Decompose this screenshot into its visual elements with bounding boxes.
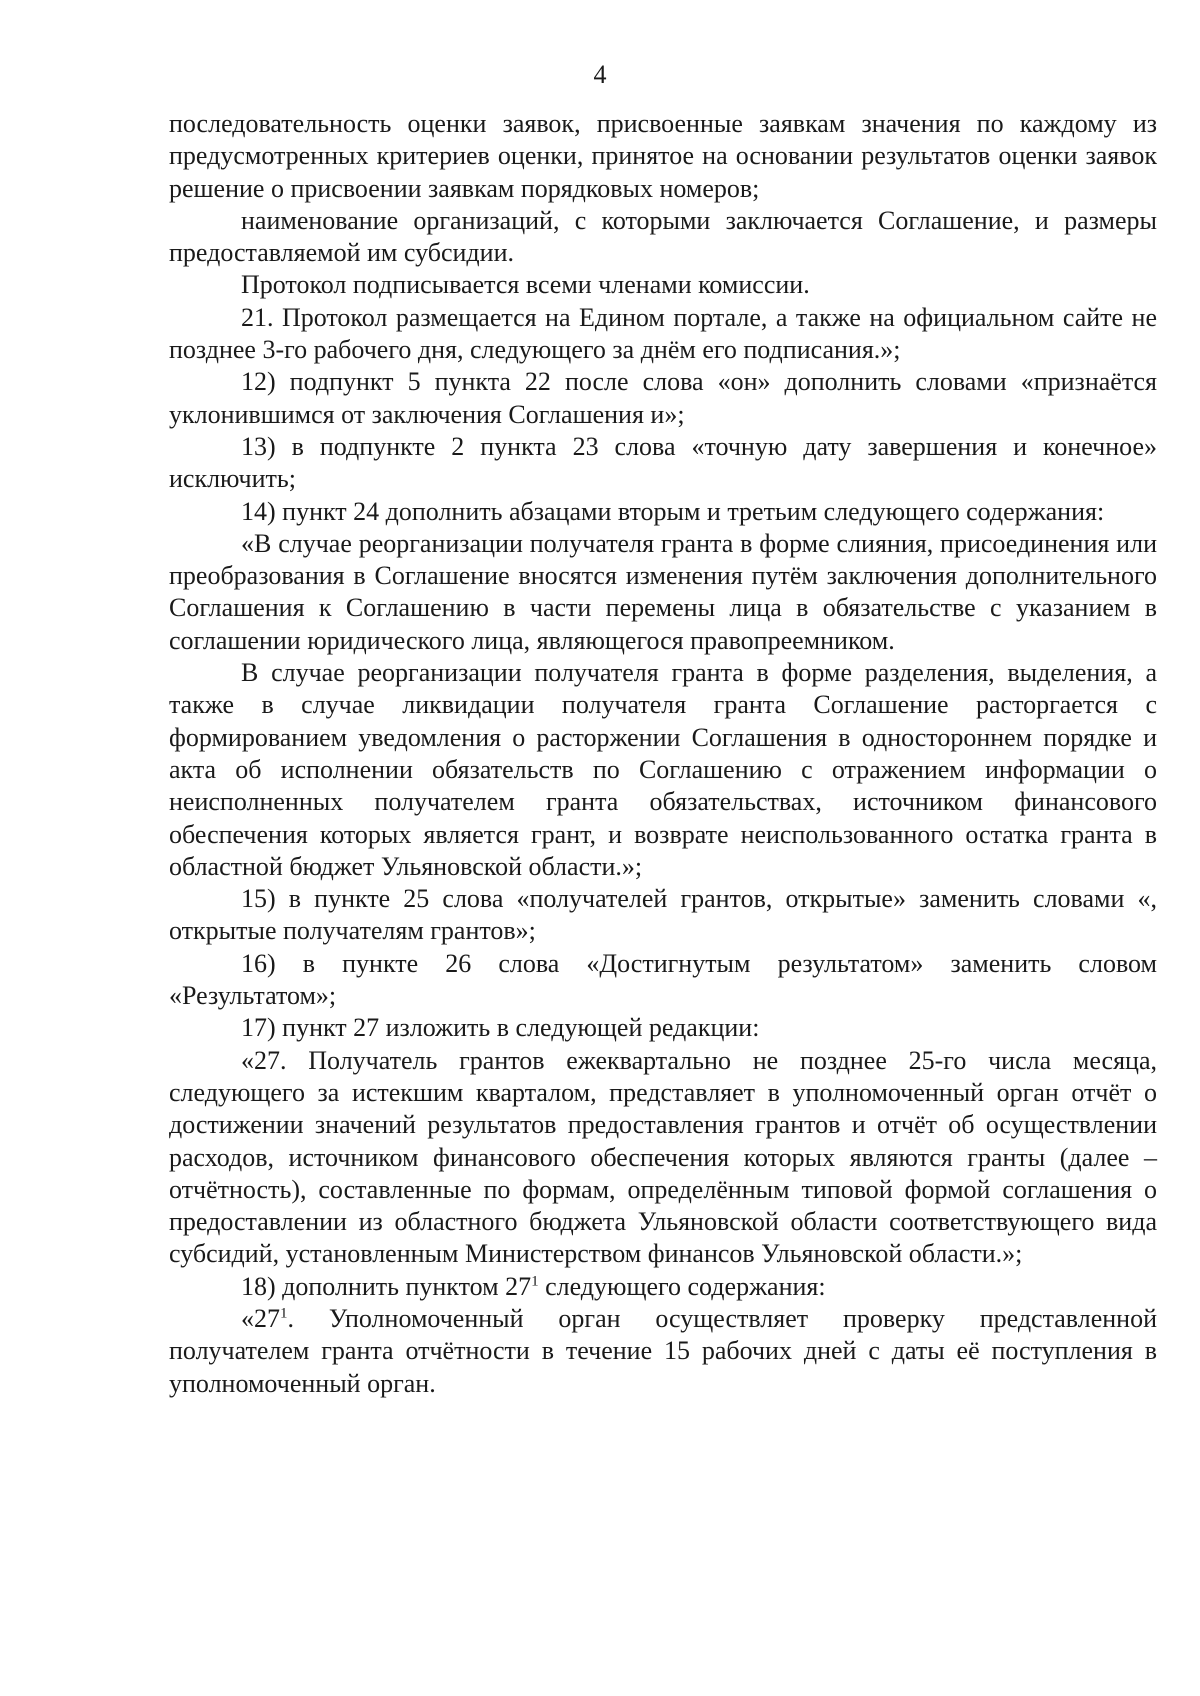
- superscript: 1: [280, 1305, 288, 1322]
- text-run: следующего содержания:: [538, 1271, 826, 1301]
- paragraph-item-17: 17) пункт 27 изложить в следующей редакции:: [241, 1013, 760, 1043]
- paragraph: Протокол подписывается всеми членами комиссии.: [241, 270, 810, 300]
- paragraph-quote-27: «27. Получатель грантов ежеквартально не позднее 25-го числа месяца, следующего за истекшим кварталом, представляет в уполномоченный орган отчёт о достижении значений результатов предоставления грантов и отчёт об осуществлении расходов, источником финансового обеспечения которых являются гранты (далее – отчётность), составленные по формам, определённым типовой формой соглашения о предоставлении из областного бюджета Ульяновской области соответствующего вида субсидий, установленным Министерством финансов Ульяновской области.»;: [169, 1045, 1157, 1269]
- paragraph-item-13: 13) в подпункте 2 пункта 23 слова «точную дату завершения и конечное» исключить;: [169, 431, 1157, 494]
- document-body: [169, 108, 1157, 1400]
- superscript: 1: [531, 1273, 539, 1290]
- text-run: . Уполномоченный орган осуществляет проверку представленной получателем гранта отчётности в течение 15 рабочих дней с даты её поступления в уполномоченный орган.: [169, 1303, 1157, 1398]
- paragraph-quote-27-1: [169, 1303, 1157, 1400]
- paragraph-item-16: 16) в пункте 26 слова «Достигнутым результатом» заменить словом «Результатом»;: [169, 948, 1157, 1011]
- paragraph-item-14: 14) пункт 24 дополнить абзацами вторым и третьим следующего содержания:: [241, 496, 1105, 526]
- paragraph-continuation: последовательность оценки заявок, присвоенные заявкам значения по каждому из предусмотренных критериев оценки, принятое на основании результатов оценки заявок решение о присвоении заявкам порядковых номеров;: [169, 109, 1157, 203]
- paragraph: наименование организаций, с которыми заключается Соглашение, и размеры предоставляемой им субсидии.: [169, 205, 1157, 268]
- page-number: 4: [593, 60, 607, 89]
- paragraph-item-21: 21. Протокол размещается на Едином портале, а также на официальном сайте не позднее 3-го рабочего дня, следующего за днём его подписания.»;: [169, 302, 1157, 365]
- paragraph-item-12: 12) подпункт 5 пункта 22 после слова «он» дополнить словами «признаётся уклонившимся от заключения Соглашения и»;: [169, 367, 1157, 429]
- paragraph-quote: В случае реорганизации получателя гранта в форме разделения, выделения, а также в случае ликвидации получателя гранта Соглашение расторгается с формированием уведомления о расторжении Соглашения в одностороннем порядке и акта об исполнении обязательств по Соглашению с отражением информации о неисполненных получателем гранта обязательствах, источником финансового обеспечения которых является грант, и возврате неиспользованного остатка гранта в областной бюджет Ульяновской области.»;: [169, 658, 1157, 881]
- text-run: 18) дополнить пунктом 27: [241, 1271, 532, 1301]
- paragraph-item-18: [169, 1271, 1157, 1303]
- paragraph-item-15: 15) в пункте 25 слова «получателей грантов, открытые» заменить словами «, открытые получателям грантов»;: [169, 884, 1157, 946]
- text-run: «27: [241, 1303, 280, 1333]
- paragraph-quote: «В случае реорганизации получателя гранта в форме слияния, присоединения или преобразования в Соглашение вносятся изменения путём заключения дополнительного Соглашения к Соглашению в части перемены лица в обязательстве с указанием в соглашении юридического лица, являющегося правопреемником.: [169, 528, 1157, 655]
